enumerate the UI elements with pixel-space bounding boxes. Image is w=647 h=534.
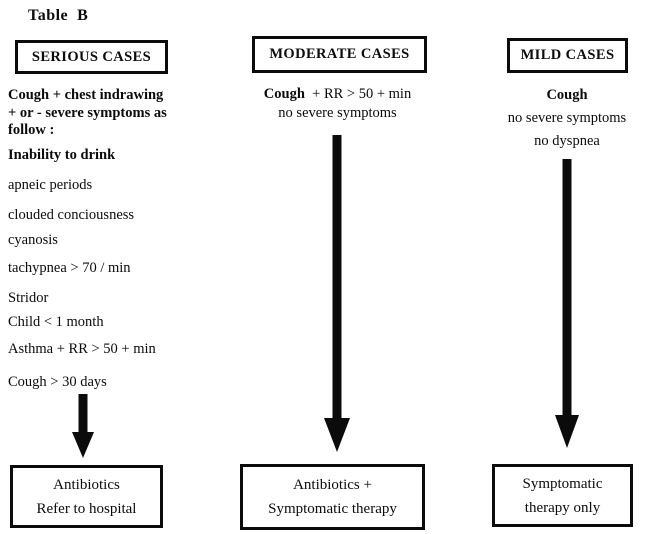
arrow-shaft	[79, 394, 88, 434]
mild-criteria-lead: Cough	[546, 87, 588, 103]
mild-cases-header-label: MILD CASES	[520, 47, 615, 63]
serious-symptom-item: Asthma + RR > 50 + min	[8, 341, 156, 357]
serious-symptom-item: clouded conciousness	[8, 207, 135, 223]
serious-symptom-item: cyanosis	[8, 232, 58, 248]
arrow-shaft	[563, 159, 572, 416]
serious-symptom-item: tachypnea > 70 / min	[8, 260, 131, 276]
arrow-head-icon	[555, 415, 579, 448]
mild-outcome-box	[492, 464, 633, 527]
moderate-criteria-rest: + RR > 50 + min	[312, 86, 412, 102]
serious-criteria-intro-line: Cough + chest indrawing	[8, 87, 164, 103]
moderate-criteria-line: no severe symptoms	[278, 105, 397, 121]
moderate-criteria-lead: Cough	[263, 86, 305, 102]
serious-outcome-line: Antibiotics	[53, 476, 120, 493]
serious-symptom-item: Child < 1 month	[8, 314, 104, 330]
serious-outcome-line: Refer to hospital	[36, 500, 137, 517]
arrow-head-icon	[324, 418, 350, 452]
arrow-shaft	[333, 135, 342, 419]
serious-down-arrow-icon	[71, 394, 95, 458]
serious-symptom-item: Cough > 30 days	[8, 374, 107, 390]
moderate-outcome-box	[240, 464, 425, 530]
serious-criteria-intro-line: follow :	[8, 122, 55, 138]
moderate-outcome-line: Symptomatic therapy	[268, 501, 397, 517]
mild-cases-header-box	[507, 38, 628, 73]
mild-outcome-line: Symptomatic	[522, 475, 603, 492]
arrow-head-icon	[72, 432, 94, 458]
table-title: Table B	[28, 7, 89, 24]
serious-cases-header-box	[15, 40, 168, 74]
serious-criteria-intro-line: + or - severe symptoms as	[8, 105, 167, 121]
serious-symptom-item: Inability to drink	[8, 147, 116, 163]
serious-outcome-box	[10, 465, 163, 528]
mild-criteria-text	[492, 84, 642, 153]
mild-down-arrow-icon	[555, 159, 579, 448]
moderate-criteria-text	[240, 85, 435, 123]
moderate-cases-header-box	[252, 36, 427, 73]
moderate-cases-header-label: MODERATE CASES	[269, 46, 410, 62]
serious-cases-header-label: SERIOUS CASES	[31, 48, 152, 65]
moderate-down-arrow-icon	[324, 135, 350, 452]
mild-criteria-line: no dyspnea	[534, 133, 600, 149]
mild-criteria-line: no severe symptoms	[507, 110, 627, 126]
moderate-outcome-line: Antibiotics +	[293, 477, 372, 493]
serious-symptom-item: Stridor	[8, 290, 49, 306]
serious-symptom-item: apneic periods	[8, 177, 93, 193]
mild-outcome-line: therapy only	[524, 499, 601, 516]
